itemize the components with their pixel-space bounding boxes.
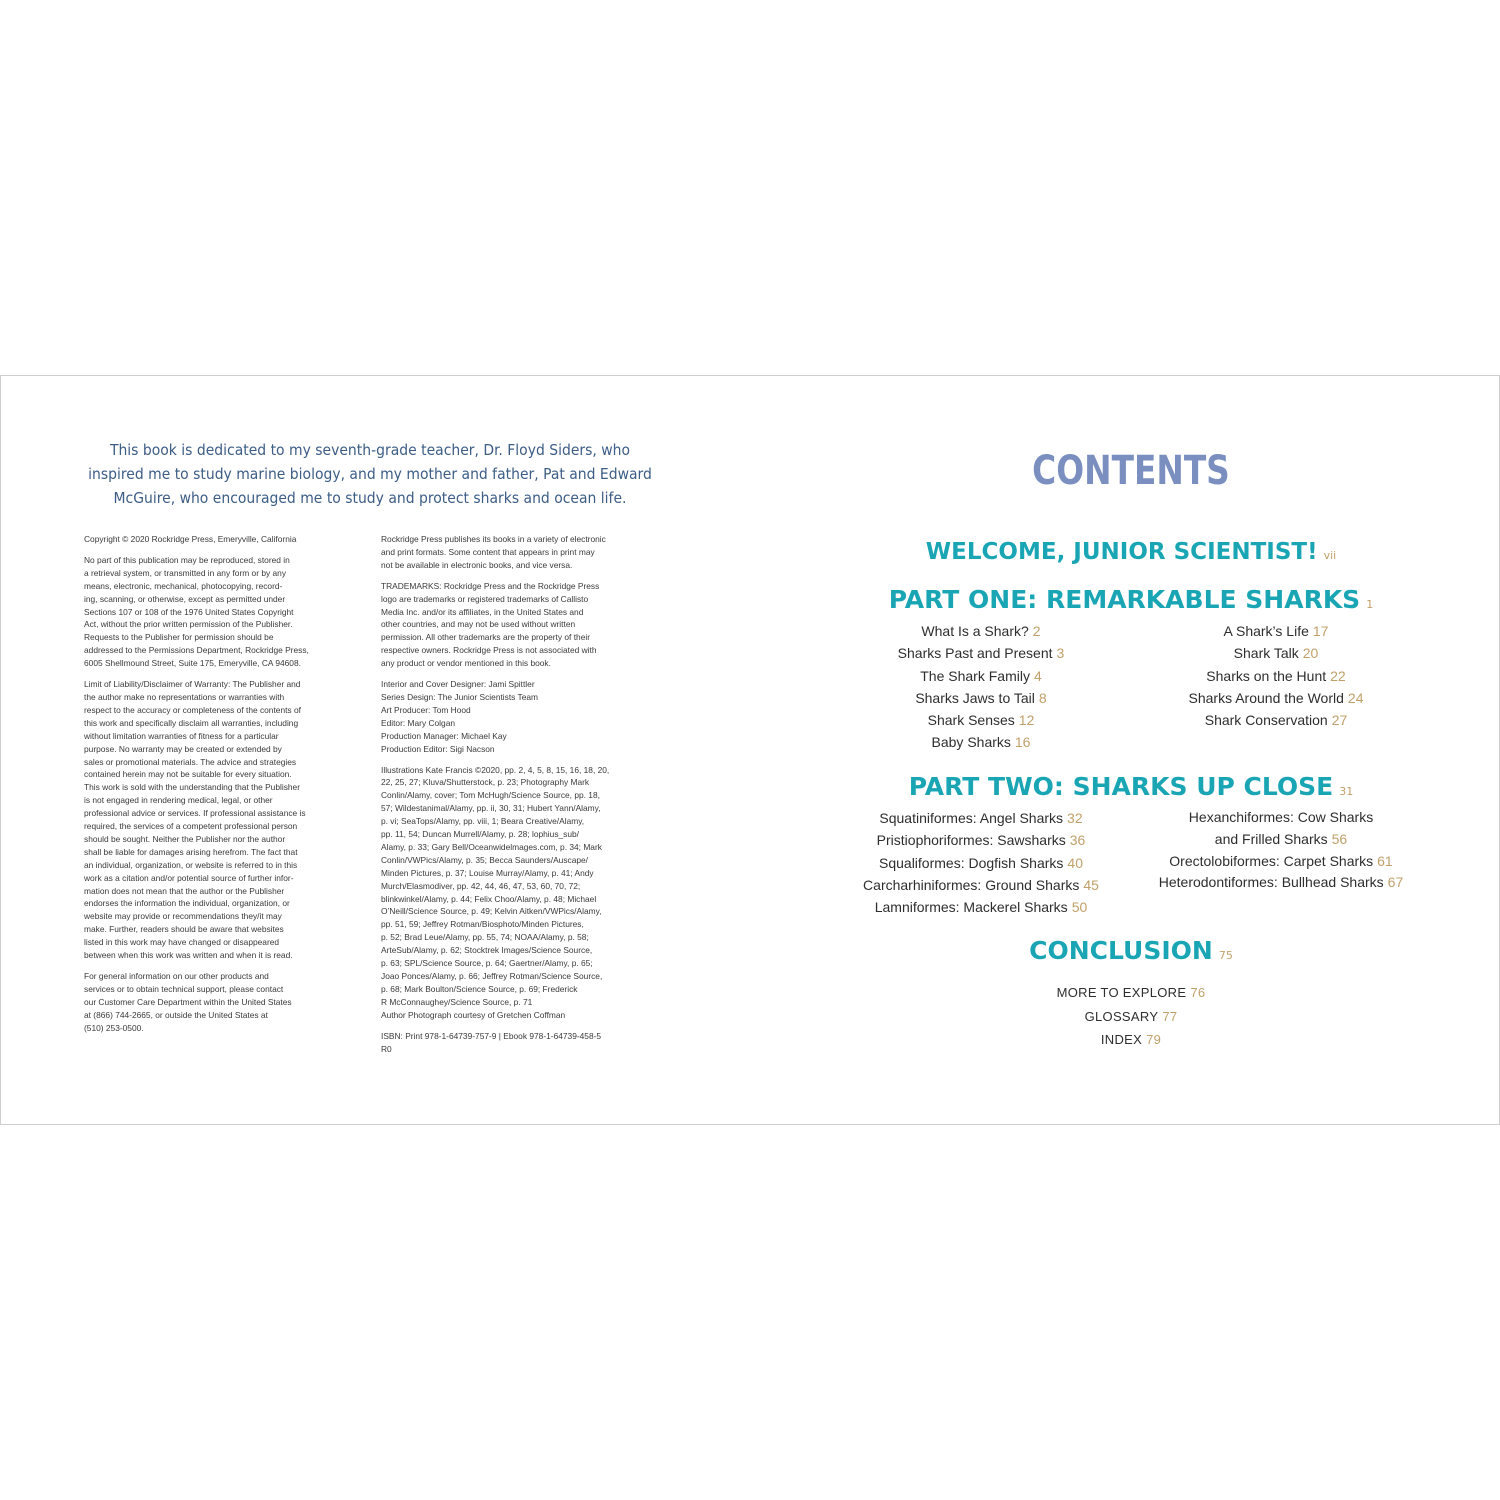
contents-title: CONTENTS [1032, 448, 1230, 494]
end-matter-list [981, 981, 1281, 1052]
toc-page-number: 56 [1331, 830, 1348, 847]
toc-page-number: 79 [1146, 1032, 1162, 1047]
toc-entry[interactable] [831, 807, 1131, 829]
dedication-text: This book is dedicated to my seventh-grade teacher, Dr. Floyd Siders, who inspired me to study marine biology, and my mother and father, Pat and Edward McGuire, who encouraged me to study and protect sharks and ocean life. [88, 441, 652, 507]
toc-entry[interactable] [1131, 807, 1431, 829]
toc-entry[interactable] [1151, 620, 1401, 642]
isbn-line: ISBN: Print 978-1-64739-757-9 | Ebook 978-1-64739-458-5 R0 [381, 1030, 602, 1054]
toc-entry-label: Baby Sharks [931, 734, 1011, 751]
toc-page-number: 36 [1069, 832, 1086, 849]
toc-entry-label: The Shark Family [920, 667, 1030, 684]
toc-heading-label: PART TWO: SHARKS UP CLOSE [908, 772, 1334, 801]
toc-entry-label: Sharks Past and Present [897, 645, 1053, 662]
book-spread [0, 375, 1500, 1125]
toc-part-one-heading[interactable] [761, 585, 1500, 614]
toc-page-number: 1 [1366, 598, 1374, 611]
credits-paragraph: Interior and Cover Designer: Jami Spittler Series Design: The Junior Scientists Team Art Producer: Tom Hood Editor: Mary Colgan Production Manager: Michael Kay Production Editor: Sigi Nacson [381, 679, 539, 754]
part-two-right-list [1131, 807, 1431, 894]
liability-paragraph: Limit of Liability/Disclaimer of Warranty: The Publisher and the author make no representations or warranties with respect to the accuracy or completeness of the contents of this work and specifically disclaim all warranties, including without limitation warranties of fitness for a particular purpose. No warranty may be created or extended by sales or promotional materials. The advice and strategies contained herein may not be suitable for every situation. This work is sold with the understanding that the Publisher is not engaged in rendering medical, legal, or other professional advice or services. If professional assistance is required, the services of a competent professional person should be sought. Neither the Publisher nor the author shall be liable for damages arising herefrom. The fact that an individual, organization, or website is referred to in this work as a citation and/or potential source of further infor- mation does not mean that the author or the Publisher endorses the information the individual, organization, or website may provide or recommendations they/it may make. Further, readers should be aware that websites listed in this work may have changed or disappeared between when this work was written and when it is read. [84, 679, 306, 961]
toc-entry[interactable] [1131, 851, 1431, 873]
toc-entry-label: Shark Talk [1233, 645, 1299, 662]
toc-entry-label: What Is a Shark? [921, 623, 1029, 639]
toc-page-number: 17 [1312, 623, 1329, 639]
toc-page-number: 2 [1032, 623, 1041, 639]
toc-page-number: 40 [1067, 854, 1083, 871]
toc-entry[interactable] [1131, 829, 1431, 851]
toc-entry-label: Squatiniformes: Angel Sharks [879, 810, 1064, 826]
toc-entry-label: Pristiophoriformes: Sawsharks [876, 832, 1066, 849]
copyright-column-right [381, 533, 659, 1063]
toc-entry-label: Lamniformes: Mackerel Sharks [874, 899, 1068, 916]
toc-entry-label: and Frilled Sharks [1214, 830, 1328, 847]
toc-heading-label: PART ONE: REMARKABLE SHARKS [888, 585, 1361, 614]
part-one-left-list [851, 620, 1111, 754]
toc-entry[interactable] [851, 731, 1111, 753]
toc-entry-label: Sharks Jaws to Tail [915, 689, 1035, 706]
toc-page-number: 16 [1014, 734, 1031, 751]
toc-entry-label: Heterodontiformes: Bullhead Sharks [1158, 874, 1384, 891]
toc-page-number: 32 [1067, 810, 1083, 826]
part-two-left-list [831, 807, 1131, 918]
toc-entry-label: GLOSSARY [1084, 1008, 1159, 1024]
toc-part-two-heading[interactable] [761, 772, 1500, 801]
toc-entry-index[interactable] [981, 1028, 1281, 1052]
toc-entry-glossary[interactable] [981, 1005, 1281, 1029]
toc-entry-label: A Shark’s Life [1223, 623, 1309, 639]
copyright-column-left [84, 533, 360, 1043]
illustration-credits-paragraph: Illustrations Kate Francis ©2020, pp. 2, 4, 5, 8, 15, 16, 18, 20, 22, 25, 27; Kluva/Shutterstock, p. 23; Photography Mark Conlin/Alamy, cover; Tom McHugh/Science Source, pp. 18, 57; Wildestanimal/Alamy, pp. ii, 30, 31; Hubert Yann/Alamy, p. vi; SeaTops/Alamy, pp. viii, 1; Beara Creative/Alamy, pp. 11, 54; Duncan Murrell/Alamy, p. 28; lophius_sub/ Alamy, p. 33; Gary Bell/Oceanwidelmages.com, p. 34; Mark Conlin/VWPics/Alamy, p. 35; Becca Saunders/Auscape/ Minden Pictures, p. 37; Louise Murray/Alamy, p. 41; Andy Murch/Elasmodiver, pp. 42, 44, 46, 47, 53, 60, 70, 72; blinkwinkel/Alamy, p. 44; Felix Choo/Alamy, p. 48; Michael O’Neill/Science Source, p. 49; Kelvin Aitken/VWPics/Alamy, pp. 51, 59; Jeffrey Rotman/Biosphoto/Minden Pictures, p. 52; Brad Leue/Alamy, pp. 55, 74; NOAA/Alamy, p. 58; ArteSub/Alamy, p. 62; Stocktrek Images/Science Source, p. 63; SPL/Science Source, p. 64; Gaertner/Alamy, p. 65; Joao Ponces/Alamy, p. 66; Jeffrey Rotman/Science Source, p. 68; Mark Boulton/Science Source, p. 69; Frederick R McConnaughey/Science Source, p. 71 Author Photograph courtesy of Gretchen Coffman [381, 764, 610, 1020]
toc-entry[interactable] [851, 642, 1111, 664]
toc-entry[interactable] [851, 687, 1111, 709]
toc-entry[interactable] [831, 896, 1131, 918]
toc-page-number: 24 [1347, 689, 1364, 706]
toc-welcome-heading[interactable] [761, 539, 1500, 565]
toc-entry-label: Sharks on the Hunt [1206, 667, 1327, 684]
toc-entry-label: INDEX [1100, 1032, 1143, 1047]
toc-entry-label: Sharks Around the World [1188, 689, 1344, 706]
toc-page-number: 12 [1018, 712, 1035, 729]
toc-page-number: 67 [1387, 874, 1404, 891]
toc-entry[interactable] [851, 620, 1111, 642]
toc-entry[interactable] [851, 665, 1111, 687]
toc-page-number: 75 [1218, 949, 1233, 962]
toc-entry-label: Carcharhiniformes: Ground Sharks [863, 876, 1080, 893]
toc-conclusion-heading[interactable] [761, 936, 1500, 965]
toc-page-number: 50 [1071, 899, 1088, 916]
toc-page-number: 4 [1033, 667, 1042, 684]
toc-page-number: vii [1323, 549, 1337, 562]
toc-page-number: 8 [1038, 689, 1047, 706]
toc-heading-label: CONCLUSION [1029, 936, 1213, 965]
formats-paragraph: Rockridge Press publishes its books in a variety of electronic and print formats. Some content that appears in print may not be available in electronic books, and vice versa. [381, 534, 606, 570]
toc-page-number: 20 [1302, 645, 1319, 662]
toc-entry-label: MORE TO EXPLORE [1056, 985, 1187, 1000]
toc-page-number: 76 [1190, 985, 1206, 1000]
toc-page-number: 31 [1339, 785, 1354, 798]
toc-heading-label: WELCOME, JUNIOR SCIENTIST! [925, 539, 1318, 565]
trademarks-paragraph: TRADEMARKS: Rockridge Press and the Rockridge Press logo are trademarks or registered trademarks of Callisto Media Inc. and/or its affiliates, in the United States and other countries, and may not be used without written permission. All other trademarks are the property of their respective owners. Rockridge Press is not associated with any product or vendor mentioned in this book. [381, 580, 600, 669]
toc-page-number: 22 [1330, 667, 1346, 684]
toc-entry-more-to-explore[interactable] [981, 981, 1281, 1005]
toc-entry[interactable] [1151, 665, 1401, 687]
toc-entry-label: Orectolobiformes: Carpet Sharks [1169, 852, 1374, 869]
toc-entry[interactable] [1151, 709, 1401, 731]
toc-page-number: 77 [1162, 1008, 1178, 1024]
toc-entry[interactable] [1131, 872, 1431, 894]
toc-entry[interactable] [831, 852, 1131, 874]
toc-entry-label: Hexanchiformes: Cow Sharks [1188, 809, 1374, 825]
toc-entry[interactable] [851, 709, 1111, 731]
toc-entry[interactable] [831, 874, 1131, 896]
toc-entry-label: Squaliformes: Dogfish Sharks [879, 854, 1064, 871]
toc-entry-label: Shark Conservation [1204, 712, 1328, 729]
toc-page-number: 45 [1083, 876, 1099, 893]
part-one-right-list [1151, 620, 1401, 731]
contact-paragraph: For general information on our other products and services or to obtain technical support, please contact our Customer Care Department within the United States at (866) 744-2665, or outside the United States at (510) 253-0500. [84, 971, 292, 1033]
toc-entry[interactable] [831, 829, 1131, 851]
toc-page-number: 27 [1331, 712, 1348, 729]
rights-paragraph: No part of this publication may be reproduced, stored in a retrieval system, or transmitted in any form or by any means, electronic, mechanical, photocopying, record- ing, scanning, or otherwise, except as permitted under Sections 107 or 108 of the 1976 United States Copyright Act, without the prior written permission of the Publisher. Requests to the Publisher for permission should be addressed to the Permissions Department, Rockridge Press, 6005 Shellmound Street, Suite 175, Emeryville, CA 94608. [84, 554, 309, 669]
toc-entry-label: Shark Senses [927, 712, 1015, 729]
toc-page-number: 3 [1056, 645, 1065, 662]
toc-page-number: 61 [1377, 852, 1393, 869]
copyright-line: Copyright © 2020 Rockridge Press, Emeryville, California [84, 534, 297, 544]
toc-entry[interactable] [1151, 642, 1401, 664]
toc-entry[interactable] [1151, 687, 1401, 709]
